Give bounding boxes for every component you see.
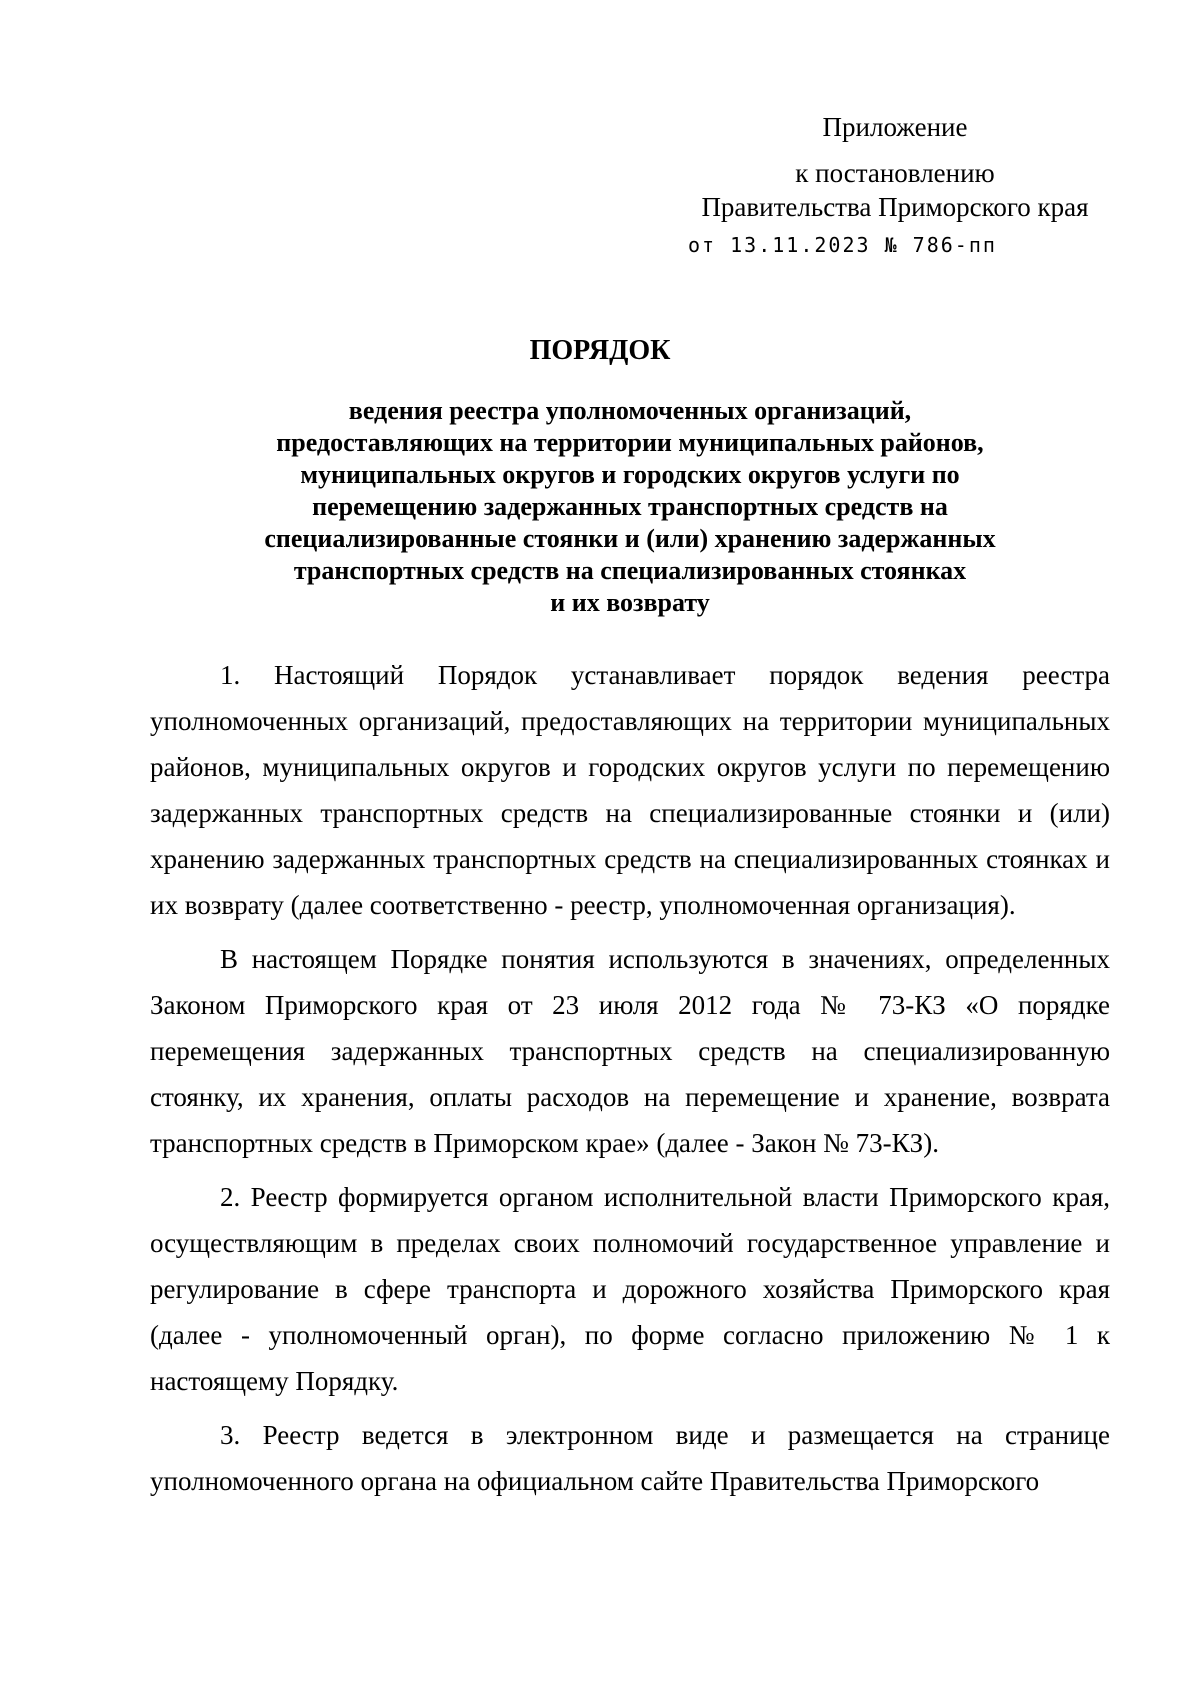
document-subtitle (150, 395, 1110, 619)
subtitle-line: ведения реестра уполномоченных организаций, (348, 396, 912, 425)
paragraph-1: 1. Настоящий Порядок устанавливает порядок ведения реестра уполномоченных организаций, предоставляющих на территории муниципальных районов, муниципальных округов и городских округов услуги по перемещению задержанных транспортных средств на специализированные стоянки и (или) хранению задержанных транспортных средств на специализированных стоянках и их возврату (далее соответственно - реестр, уполномоченная организация). (150, 660, 1110, 920)
paragraph-3: 3. Реестр ведется в электронном виде и размещается на странице уполномоченного органа на официальном сайте Правительства Приморского (150, 1420, 1110, 1496)
subtitle-line: транспортных средств на специализированных стоянках (293, 556, 967, 585)
subtitle-line: перемещению задержанных транспортных средств на (312, 492, 948, 521)
subtitle-line: и их возврату (550, 588, 710, 617)
subtitle-line: специализированные стоянки и (или) хранению задержанных (264, 524, 996, 553)
government-line: Правительства Приморского края (701, 192, 1089, 222)
appendix-label: Приложение (822, 112, 968, 142)
paragraph-definitions: В настоящем Порядке понятия используются в значениях, определенных Законом Приморского края от 23 июля 2012 года № 73-КЗ «О порядке перемещения задержанных транспортных средств на специализированную стоянку, их хранения, оплаты расходов на перемещение и хранение, возврата транспортных средств в Приморском крае» (далее - Закон № 73-КЗ). (150, 944, 1110, 1158)
subtitle-line: муниципальных округов и городских округов услуги по (300, 460, 960, 489)
paragraph-2: 2. Реестр формируется органом исполнительной власти Приморского края, осуществляющим в пределах своих полномочий государственное управление и регулирование в сфере транспорта и дорожного хозяйства Приморского края (далее - уполномоченный орган), по форме согласно приложению № 1 к настоящему Порядку. (150, 1182, 1110, 1396)
to-decree-line: к постановлению (795, 158, 995, 188)
document-body (150, 652, 1110, 1512)
document-title: ПОРЯДОК (529, 335, 671, 366)
subtitle-line: предоставляющих на территории муниципальных районов, (276, 428, 984, 457)
appendix-header (670, 110, 1120, 262)
date-number-stamp: от 13.11.2023 № 786-пп (688, 233, 997, 257)
